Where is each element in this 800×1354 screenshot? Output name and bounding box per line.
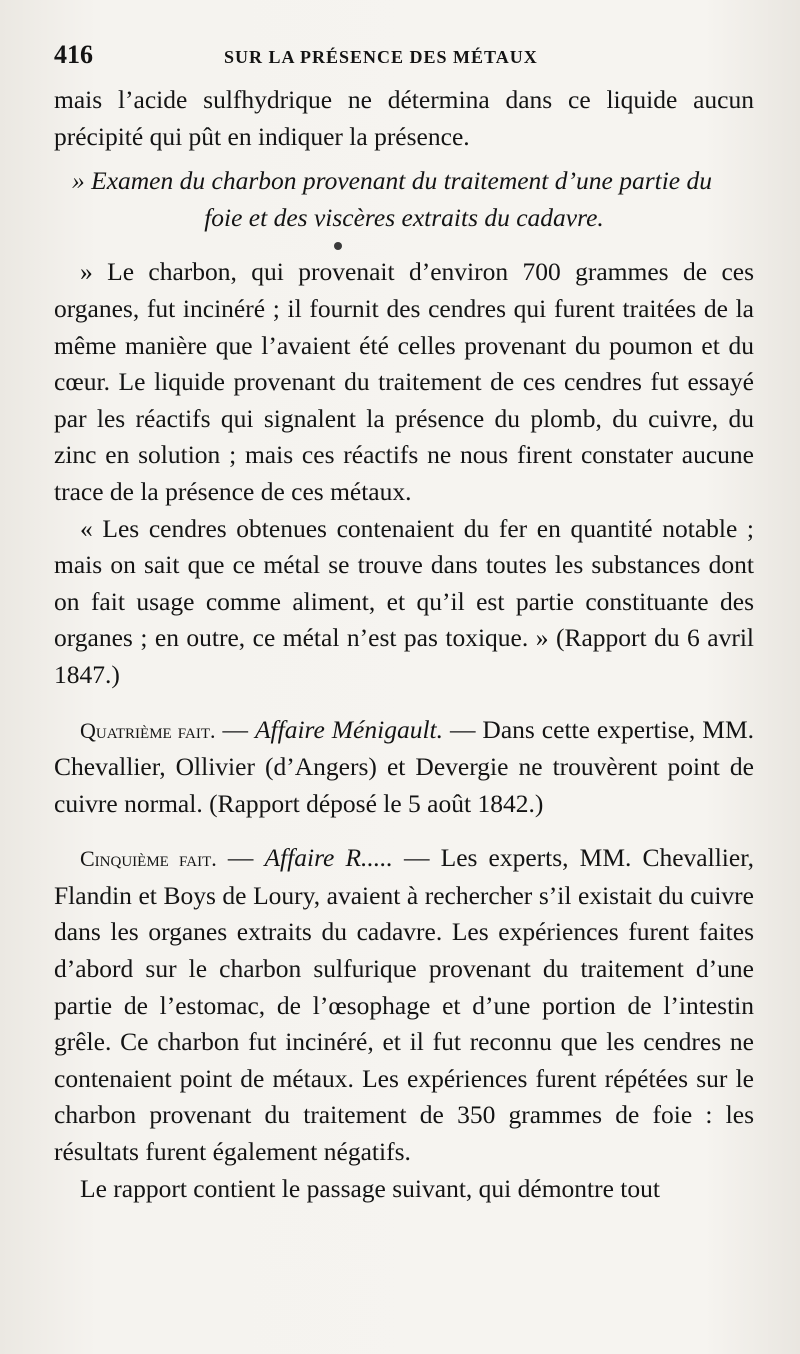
section-title-line-1: » Examen du charbon provenant du traitement d’une partie du: [72, 166, 712, 196]
case-text-fifth: — Les experts, MM. Chevallier, Flandin et Boys de Loury, avaient à rechercher s’il existait du cuivre dans les organes extraits du cadavre. Les expériences furent faites d’abord sur le charbon sulfurique provenant du traitement d’une partie de l’estomac, de l’œsophage et d’une portion de l’intestin grêle. Ce charbon fut incinéré, et il fut reconnu que les cendres ne contenaient point de métaux. Les expériences furent répétées sur le charbon provenant du traitement de 350 grammes de foie : les résultats furent également négatifs.: [54, 843, 755, 1167]
page-number: 416: [54, 40, 93, 69]
case-text-fourth: — Dans cette expertise, MM. Chevallier, Ollivier (d’Angers) et Devergie ne trouvèrent point de cuivre normal. (Rapport déposé le 5 août 1842.): [54, 714, 754, 818]
paragraph-fifth-case: Cinquième fait. — Affaire R..... — Les experts, MM. Chevallier, Flandin et Boys de Loury, avaient à rechercher s’il existait du cuivre dans les organes extraits du cadavre. Les expériences furent faites d’abord sur le charbon sulfurique provenant du traitement d’une partie de l’estomac, de l’œsophage et d’une portion de l’intestin grêle. Ce charbon fut incinéré, et il fut reconnu que les cendres ne contenaient point de métaux. Les expériences furent répétées sur le charbon provenant du traitement de 350 grammes de foie : les résultats furent également négatifs.: [54, 843, 755, 1167]
case-name-fifth: Affaire R.....: [264, 843, 393, 873]
case-name-fourth: Affaire Ménigault.: [254, 714, 443, 744]
paragraph-ashes: « Les cendres obtenues contenaient du fer en quantité notable ; mais on sait que ce métal se trouve dans toutes les substances dont on fait usage comme aliment, et qu’il est partie constituante des organes ; en outre, ce métal n’est pas toxique. » (Rapport du 6 avril 1847.): [54, 513, 754, 689]
paragraph-fourth-case: Quatrième fait. — Affaire Ménigault. — Dans cette expertise, MM. Chevallier, Ollivier (d’Angers) et Devergie ne trouvèrent point de cuivre normal. (Rapport déposé le 5 août 1842.): [54, 714, 754, 818]
case-label-fourth: Quatrième fait.: [80, 717, 216, 743]
paragraph-charcoal: » Le charbon, qui provenait d’environ 700 grammes de ces organes, fut incinéré ; il fournit des cendres qui furent traitées de la même manière que l’avaient été celles provenant du poumon et du cœur. Le liquide provenant du traitement de ces cendres fut essayé par les réactifs qui signalent la présence du plomb, du cuivre, du zinc en solution ; mais ces réactifs ne nous firent constater aucune trace de la présence de ces métaux.: [54, 257, 754, 506]
case-label-fifth: Cinquième fait.: [80, 846, 217, 872]
running-title: SUR LA PRÉSENCE DES MÉTAUX: [224, 47, 538, 67]
paragraph-report-passage: Le rapport contient le passage suivant, qui démontre tout: [80, 1173, 660, 1203]
section-title: [54, 163, 754, 236]
paragraph-continuation: mais l’acide sulfhydrique ne détermina dans ce liquide aucun précipité qui pût en indiquer la présence.: [54, 85, 754, 151]
page-header: [54, 40, 754, 82]
section-title-line-2: foie et des viscères extraits du cadavre.: [204, 202, 604, 232]
ink-dot-ornament: [334, 242, 342, 250]
body-text: [54, 82, 754, 1207]
